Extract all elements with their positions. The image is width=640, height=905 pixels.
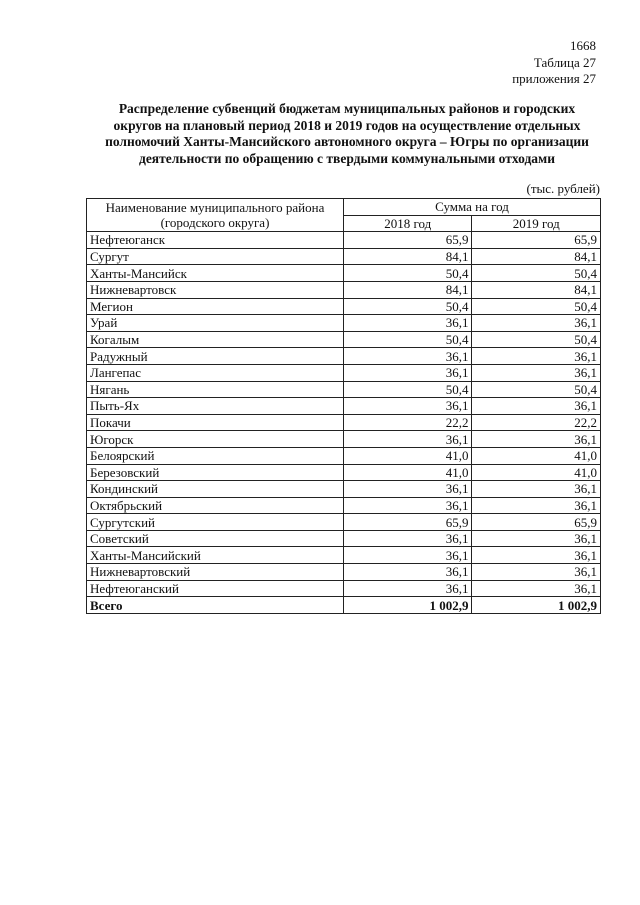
cell-2018: 41,0 bbox=[343, 464, 471, 481]
table-row bbox=[87, 580, 601, 597]
cell-2019: 41,0 bbox=[472, 447, 601, 464]
cell-2019: 36,1 bbox=[472, 481, 601, 498]
cell-2018: 36,1 bbox=[343, 580, 471, 597]
cell-2018: 50,4 bbox=[343, 331, 471, 348]
table-reference bbox=[512, 55, 596, 87]
table-label: Таблица 27 bbox=[533, 55, 596, 70]
column-header-sum: Сумма на год bbox=[343, 199, 600, 216]
total-row bbox=[87, 597, 601, 614]
table-row bbox=[87, 265, 601, 282]
cell-2018: 65,9 bbox=[343, 232, 471, 249]
table-row bbox=[87, 497, 601, 514]
cell-name: Мегион bbox=[87, 298, 344, 315]
cell-name: Всего bbox=[87, 597, 344, 614]
title-line: деятельности по обращению с твердыми коммунальными отходами bbox=[138, 150, 555, 166]
cell-2019: 84,1 bbox=[472, 281, 601, 298]
cell-name: Кондинский bbox=[87, 481, 344, 498]
column-header-name-line2: (городского округа) bbox=[160, 215, 270, 231]
appendix-label: приложения 27 bbox=[512, 71, 596, 86]
title-line: округов на плановый период 2018 и 2019 годов на осуществление отдельных bbox=[113, 117, 581, 133]
cell-2018: 65,9 bbox=[343, 514, 471, 531]
subsidy-table bbox=[86, 198, 601, 614]
document-title bbox=[94, 101, 600, 167]
units-label: (тыс. рублей) bbox=[526, 181, 600, 196]
table-row bbox=[87, 530, 601, 547]
table-row bbox=[87, 447, 601, 464]
cell-name: Урай bbox=[87, 315, 344, 332]
cell-name: Сургут bbox=[87, 248, 344, 265]
cell-2018: 36,1 bbox=[343, 547, 471, 564]
cell-name: Белоярский bbox=[87, 447, 344, 464]
cell-2018: 50,4 bbox=[343, 298, 471, 315]
cell-2018: 36,1 bbox=[343, 431, 471, 448]
cell-2019: 36,1 bbox=[472, 315, 601, 332]
table-row bbox=[87, 364, 601, 381]
cell-name: Нефтеюганский bbox=[87, 580, 344, 597]
cell-name: Нягань bbox=[87, 381, 344, 398]
table-header-row bbox=[87, 199, 601, 216]
title-line: полномочий Ханты-Мансийского автономного округа – Югры по организации bbox=[105, 134, 589, 149]
table-row bbox=[87, 331, 601, 348]
cell-2019: 22,2 bbox=[472, 414, 601, 431]
table-row bbox=[87, 248, 601, 265]
cell-2018: 36,1 bbox=[343, 530, 471, 547]
cell-2018: 1 002,9 bbox=[343, 597, 471, 614]
cell-name: Лангепас bbox=[87, 364, 344, 381]
column-header-2018: 2018 год bbox=[343, 215, 471, 232]
cell-name: Югорск bbox=[87, 431, 344, 448]
cell-name: Нижневартовский bbox=[87, 564, 344, 581]
cell-2019: 36,1 bbox=[472, 364, 601, 381]
table-row bbox=[87, 398, 601, 415]
cell-2018: 36,1 bbox=[343, 364, 471, 381]
cell-2018: 50,4 bbox=[343, 381, 471, 398]
column-header-2019: 2019 год bbox=[472, 215, 601, 232]
cell-2019: 50,4 bbox=[472, 381, 601, 398]
table-row bbox=[87, 281, 601, 298]
cell-2019: 36,1 bbox=[472, 398, 601, 415]
cell-2018: 36,1 bbox=[343, 398, 471, 415]
cell-2019: 84,1 bbox=[472, 248, 601, 265]
table-row bbox=[87, 547, 601, 564]
cell-name: Октябрьский bbox=[87, 497, 344, 514]
column-header-name bbox=[87, 199, 344, 232]
cell-name: Ханты-Мансийск bbox=[87, 265, 344, 282]
table-row bbox=[87, 464, 601, 481]
cell-2019: 50,4 bbox=[472, 331, 601, 348]
table-row bbox=[87, 414, 601, 431]
cell-2018: 36,1 bbox=[343, 564, 471, 581]
cell-2019: 50,4 bbox=[472, 265, 601, 282]
title-line: Распределение субвенций бюджетам муниципальных районов и городских bbox=[118, 101, 576, 116]
cell-2018: 36,1 bbox=[343, 315, 471, 332]
table-row bbox=[87, 315, 601, 332]
table-row bbox=[87, 481, 601, 498]
cell-2018: 22,2 bbox=[343, 414, 471, 431]
cell-name: Покачи bbox=[87, 414, 344, 431]
cell-2018: 50,4 bbox=[343, 265, 471, 282]
cell-2018: 36,1 bbox=[343, 497, 471, 514]
cell-2019: 36,1 bbox=[472, 348, 601, 365]
cell-name: Ханты-Мансийский bbox=[87, 547, 344, 564]
table-row bbox=[87, 381, 601, 398]
page-number: 1668 bbox=[570, 38, 596, 53]
cell-2019: 36,1 bbox=[472, 564, 601, 581]
cell-2019: 50,4 bbox=[472, 298, 601, 315]
cell-name: Когалым bbox=[87, 331, 344, 348]
table-row bbox=[87, 298, 601, 315]
table-row bbox=[87, 232, 601, 249]
cell-2018: 36,1 bbox=[343, 481, 471, 498]
cell-name: Нефтеюганск bbox=[87, 232, 344, 249]
cell-name: Советский bbox=[87, 530, 344, 547]
table-row bbox=[87, 564, 601, 581]
cell-name: Радужный bbox=[87, 348, 344, 365]
cell-2018: 84,1 bbox=[343, 281, 471, 298]
cell-2018: 36,1 bbox=[343, 348, 471, 365]
cell-2019: 36,1 bbox=[472, 497, 601, 514]
cell-2019: 65,9 bbox=[472, 232, 601, 249]
cell-2019: 36,1 bbox=[472, 547, 601, 564]
cell-2019: 65,9 bbox=[472, 514, 601, 531]
table-row bbox=[87, 514, 601, 531]
cell-2019: 36,1 bbox=[472, 431, 601, 448]
cell-name: Нижневартовск bbox=[87, 281, 344, 298]
table-row bbox=[87, 431, 601, 448]
cell-name: Березовский bbox=[87, 464, 344, 481]
table-row bbox=[87, 348, 601, 365]
cell-2019: 1 002,9 bbox=[472, 597, 601, 614]
cell-name: Пыть-Ях bbox=[87, 398, 344, 415]
cell-2019: 41,0 bbox=[472, 464, 601, 481]
column-header-name-line1: Наименование муниципального района bbox=[105, 200, 325, 216]
cell-2019: 36,1 bbox=[472, 580, 601, 597]
cell-2019: 36,1 bbox=[472, 530, 601, 547]
table-body bbox=[87, 232, 601, 614]
cell-2018: 41,0 bbox=[343, 447, 471, 464]
cell-name: Сургутский bbox=[87, 514, 344, 531]
cell-2018: 84,1 bbox=[343, 248, 471, 265]
